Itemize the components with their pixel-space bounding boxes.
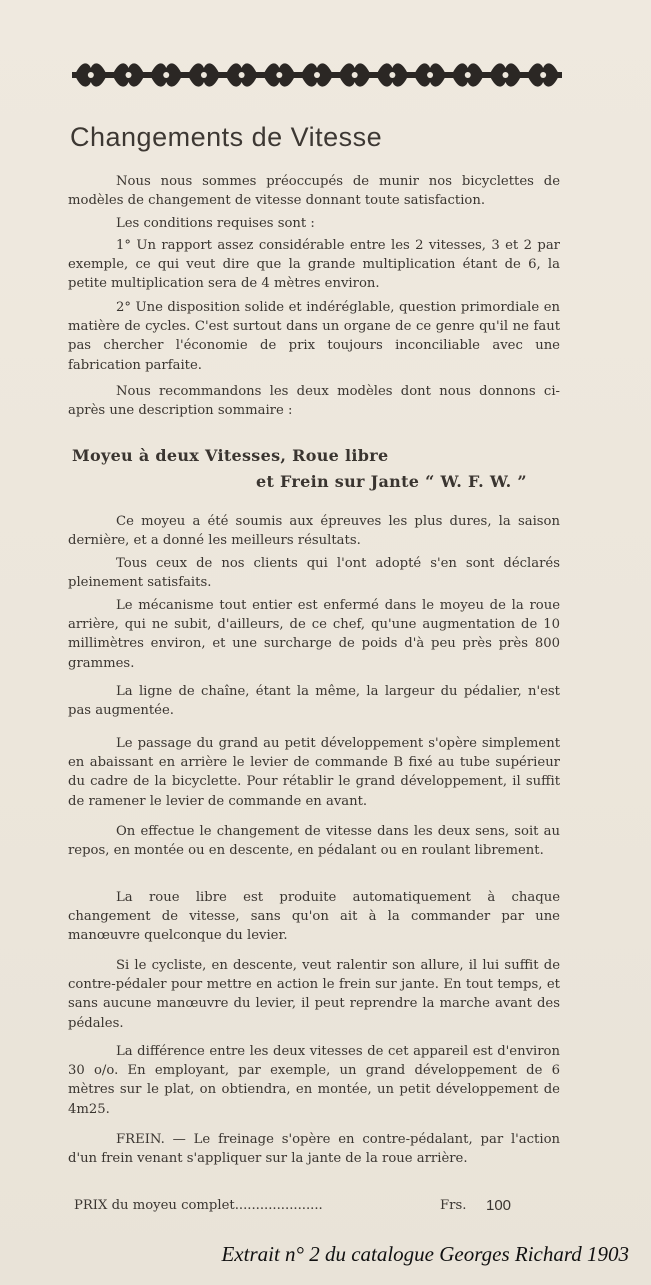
ornament-dot <box>427 72 433 78</box>
intro-paragraph: Les conditions requises sont : <box>116 216 315 231</box>
ornament-dot <box>389 72 395 78</box>
ornament-dot <box>540 72 546 78</box>
ornament-dot <box>201 72 207 78</box>
ornament-dot <box>126 72 132 78</box>
body-paragraph: Si le cycliste, en descente, veut ralentir son allure, il lui suffit de contre-pédaler pour mettre en action le frein sur jante. En tout temps, et sans aucune manœuvre du levier, il peut reprendre la marche avant des pédales. <box>68 958 560 1031</box>
intro-paragraph: 2° Une disposition solide et indéréglable, question primordiale en matière de cycles. C'est surtout dans un organe de ce genre qu'il ne faut pas chercher l'économie de prix toujours inconciliable avec une fabrication parfaite. <box>68 300 560 373</box>
ornament-dot <box>502 72 508 78</box>
ornament-dot <box>465 72 471 78</box>
price-row <box>74 1198 524 1220</box>
body-paragraph: Tous ceux de nos clients qui l'ont adopté s'en sont déclarés pleinement satisfaits. <box>68 556 560 591</box>
ornament-dot <box>352 72 358 78</box>
ornament-dot <box>88 72 94 78</box>
intro-paragraph: Nous recommandons les deux modèles dont nous donnons ci-après une description sommaire : <box>68 384 560 419</box>
ornament-dot <box>314 72 320 78</box>
frein-paragraph: FREIN. — Le freinage s'opère en contre-pédalant, par l'action d'un frein venant s'appliquer sur la jante de la roue arrière. <box>68 1132 560 1167</box>
section-subtitle-line2: et Frein sur Jante “ W. F. W. ” <box>256 472 527 491</box>
ornament-dot <box>276 72 282 78</box>
image-caption: Extrait n° 2 du catalogue Georges Richard 1903 <box>221 1242 629 1266</box>
ornament-dot <box>163 72 169 78</box>
intro-paragraph: Nous nous sommes préoccupés de munir nos bicyclettes de modèles de changement de vitesse donnant toute satisfaction. <box>68 174 560 209</box>
body-paragraph: La ligne de chaîne, étant la même, la largeur du pédalier, n'est pas augmentée. <box>68 684 560 719</box>
ornament-dot <box>239 72 245 78</box>
body-paragraph: Ce moyeu a été soumis aux épreuves les plus dures, la saison dernière, et a donné les meilleurs résultats. <box>68 514 560 549</box>
body-paragraph: Le mécanisme tout entier est enfermé dans le moyeu de la roue arrière, qui ne subit, d'ailleurs, de ce chef, qu'une augmentation de 10 millimètres environ, et une surcharge de poids d'à peu près près 800 grammes. <box>68 598 560 671</box>
section-subtitle-line1: Moyeu à deux Vitesses, Roue libre <box>72 446 389 465</box>
price-label: PRIX du moyeu complet..................... <box>74 1198 323 1213</box>
price-currency: Frs. <box>440 1198 467 1213</box>
page-title: Changements de Vitesse <box>70 122 383 152</box>
body-paragraph: La roue libre est produite automatiquement à chaque changement de vitesse, sans qu'on ait à la commander par une manœuvre quelconque du levier. <box>68 890 560 944</box>
body-paragraph: On effectue le changement de vitesse dans les deux sens, soit au repos, en montée ou en descente, en pédalant ou en roulant librement. <box>68 824 560 859</box>
body-paragraph: Le passage du grand au petit développement s'opère simplement en abaissant en arrière le levier de commande B fixé au tube supérieur du cadre de la bicyclette. Pour rétablir le grand développement, il suffit de ramener le levier de commande en avant. <box>68 736 560 809</box>
intro-paragraph: 1° Un rapport assez considérable entre les 2 vitesses, 3 et 2 par exemple, ce qui veut dire que la grande multiplication étant de 6, la petite multiplication sera de 4 mètres environ. <box>68 238 560 292</box>
decorative-ornament-band <box>72 58 562 92</box>
price-value: 100 <box>486 1197 512 1214</box>
body-paragraph: La différence entre les deux vitesses de cet appareil est d'environ 30 o/o. En employant, par exemple, un grand développement de 6 mètres sur le plat, on obtiendra, en montée, un petit développement de 4m25. <box>68 1044 560 1117</box>
